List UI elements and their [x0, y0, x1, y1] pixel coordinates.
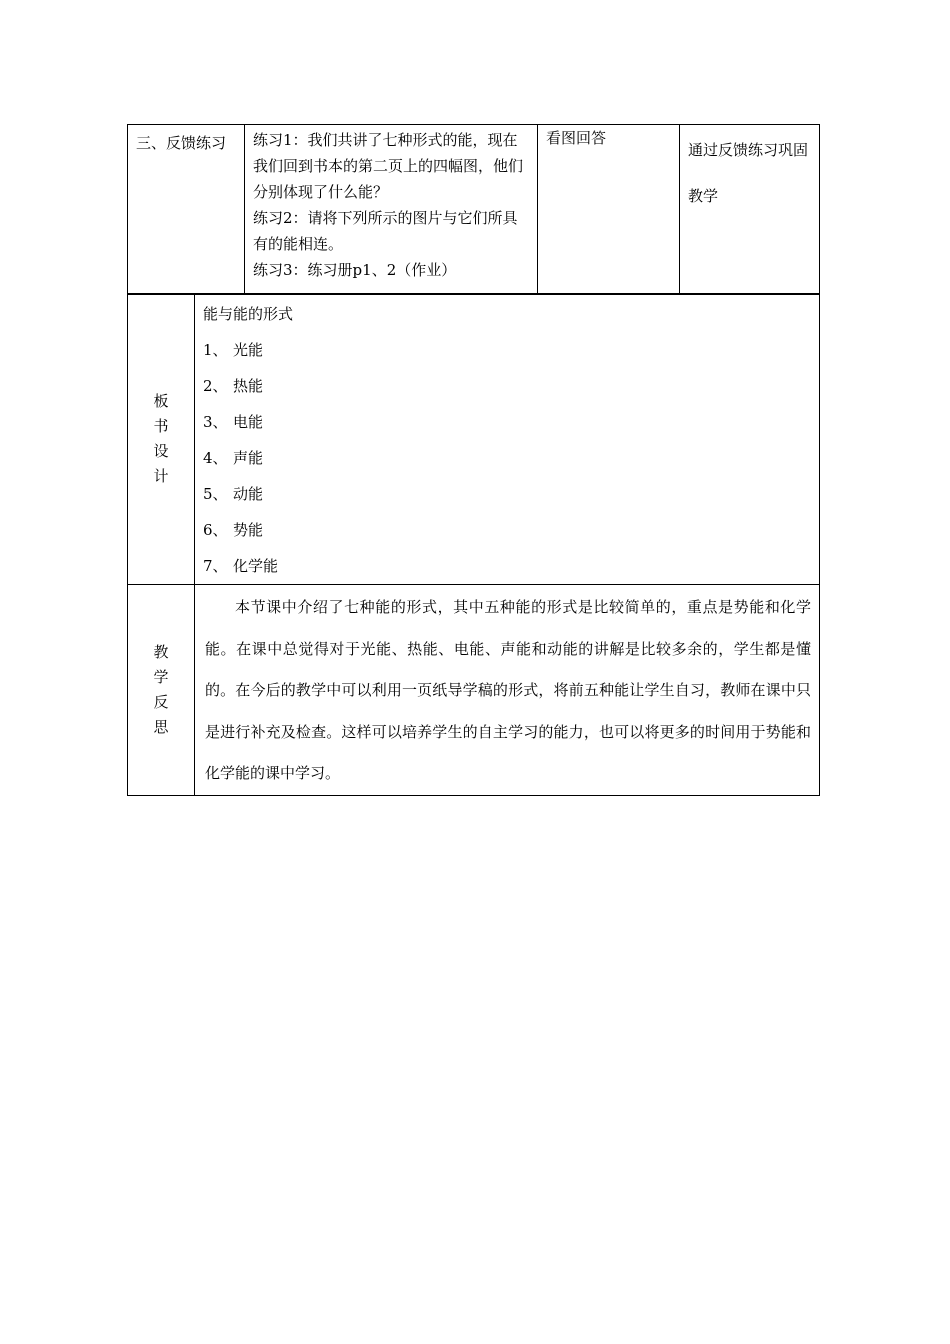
board-item-text: 势能 — [233, 521, 264, 539]
reflection-label-char: 学 — [153, 667, 169, 686]
board-item-num: 2、 — [203, 377, 228, 395]
activity-3: 练习3：练习册p1、2（作业） — [253, 261, 457, 279]
board-design-label-char: 书 — [153, 417, 169, 435]
board-design-label-char: 板 — [153, 392, 169, 410]
purpose-cell — [680, 125, 820, 295]
stage-label: 三、反馈练习 — [136, 134, 227, 152]
board-item-text: 热能 — [233, 377, 264, 395]
student-activity-cell — [538, 125, 680, 295]
reflection-text: 本节课中介绍了七种能的形式，其中五种能的形式是比较简单的，重点是势能和化学能。在课中总觉得对于光能、热能、电能、声能和动能的讲解是比较多余的，学生都是懂的。在今后的教学中可以利用一页纸导学稿的形式，将前五种能让学生自习，教师在课中只是进行补充及检查。这样可以培养学生的自主学习的能力，也可以将更多的时间用于势能和化学能的课中学习。 — [205, 598, 811, 782]
activity-2: 练习2：请将下列所示的图片与它们所具有的能相连。 — [253, 209, 518, 253]
feedback-row — [128, 125, 820, 295]
reflection-label-char: 教 — [153, 642, 169, 661]
board-design-label-char: 设 — [153, 442, 169, 460]
board-design-content — [195, 294, 820, 585]
board-item-text: 化学能 — [233, 557, 279, 575]
board-item — [203, 332, 819, 368]
board-design-label-cell — [128, 294, 195, 585]
purpose-text: 通过反馈练习巩固教学 — [688, 141, 809, 205]
reflection-row — [128, 585, 820, 796]
board-item-num: 7、 — [203, 557, 228, 575]
feedback-table — [127, 124, 820, 295]
board-item — [203, 512, 819, 548]
design-reflection-table — [127, 293, 820, 796]
student-activity: 看图回答 — [546, 129, 607, 147]
board-title: 能与能的形式 — [203, 305, 294, 323]
activity-1: 练习1：我们共讲了七种形式的能，现在我们回到书本的第二页上的四幅图，他们分别体现了什么能？ — [253, 131, 524, 201]
board-item-text: 光能 — [233, 341, 264, 359]
board-item-text: 动能 — [233, 485, 264, 503]
board-item — [203, 404, 819, 440]
board-design-label-char: 计 — [153, 467, 169, 485]
board-item-text: 声能 — [233, 449, 264, 467]
activities-cell — [245, 125, 538, 295]
reflection-label-char: 思 — [153, 717, 169, 736]
board-item-num: 3、 — [203, 413, 228, 431]
reflection-label-cell — [128, 585, 195, 796]
board-design-row — [128, 294, 820, 585]
board-item — [203, 440, 819, 476]
reflection-label-char: 反 — [153, 692, 169, 711]
board-item-num: 1、 — [203, 341, 228, 359]
board-item-num: 6、 — [203, 521, 228, 539]
board-item — [203, 476, 819, 512]
reflection-content — [195, 585, 820, 796]
board-item — [203, 368, 819, 404]
board-item-num: 5、 — [203, 485, 228, 503]
board-item-text: 电能 — [233, 413, 264, 431]
stage-cell — [128, 125, 245, 295]
board-item-num: 4、 — [203, 449, 228, 467]
board-item — [203, 548, 819, 584]
